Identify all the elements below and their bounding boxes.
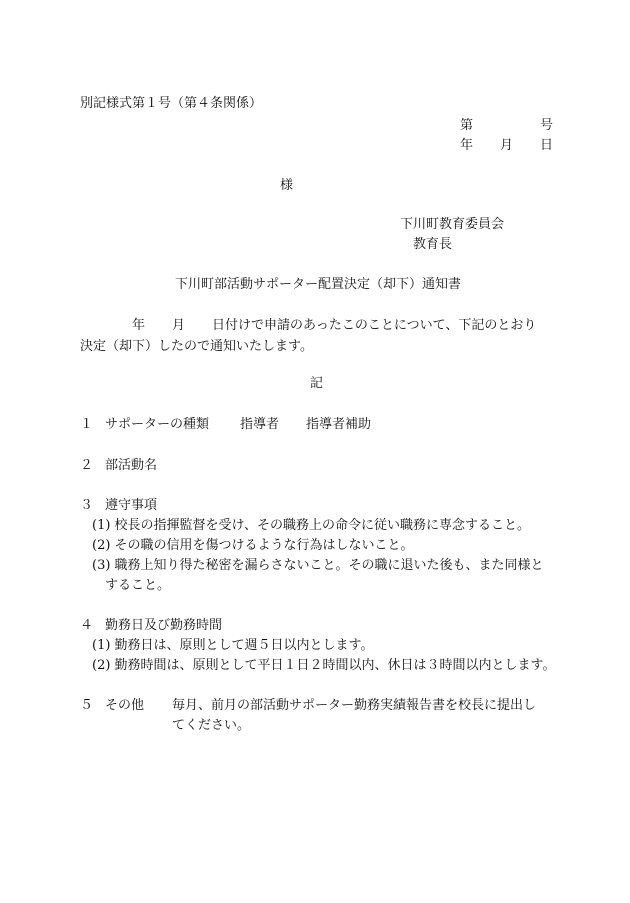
sender-title: 教育長 bbox=[413, 237, 453, 252]
section-3-item-continuation: すること。 bbox=[105, 578, 171, 593]
date-month: 月 bbox=[500, 138, 514, 153]
number-suffix: 号 bbox=[540, 118, 554, 133]
section-4-label: 勤務日及び勤務時間 bbox=[105, 618, 223, 633]
section-3-item: (1) 校長の指揮監督を受け、その職務上の命令に従い職務に専念すること。 bbox=[92, 518, 531, 533]
section-5-text: 毎月、前月の部活動サポーター勤務実績報告書を校長に提出し bbox=[172, 698, 537, 713]
section-3-label: 遵守事項 bbox=[105, 498, 158, 513]
body-line2: 決定（却下）したので通知いたします。 bbox=[80, 339, 313, 354]
section-1-label: サポーターの種類 bbox=[105, 417, 210, 432]
date-day: 日 bbox=[540, 138, 554, 153]
body-line1: 日付けで申請のあったこのことについて、下記のとおり bbox=[212, 318, 537, 333]
section-1-option-1: 指導者 bbox=[240, 417, 280, 432]
ki-heading: 記 bbox=[310, 376, 324, 391]
body-month: 月 bbox=[172, 318, 186, 333]
section-4-item: (2) 勤務時間は、原則として平日１日２時間以内、休日は３時間以内とします。 bbox=[92, 658, 556, 673]
sender-org: 下川町教育委員会 bbox=[400, 217, 505, 232]
section-3-item: (2) その職の信用を傷つけるような行為はしないこと。 bbox=[92, 538, 414, 553]
section-3-num: ３ bbox=[80, 498, 94, 513]
addressee-suffix: 様 bbox=[280, 178, 294, 193]
document-title: 下川町部活動サポーター配置決定（却下）通知書 bbox=[175, 277, 462, 292]
section-5-num: ５ bbox=[80, 698, 94, 713]
number-prefix: 第 bbox=[460, 118, 474, 133]
date-year: 年 bbox=[460, 138, 474, 153]
section-5-text-continuation: てください。 bbox=[172, 718, 251, 733]
section-1-option-2: 指導者補助 bbox=[306, 417, 372, 432]
body-year: 年 bbox=[132, 318, 146, 333]
section-5-label: その他 bbox=[105, 698, 145, 713]
section-1-num: １ bbox=[80, 417, 94, 432]
form-label: 別記様式第１号（第４条関係） bbox=[80, 96, 263, 111]
section-2-label: 部活動名 bbox=[105, 458, 158, 473]
section-2-num: ２ bbox=[80, 458, 94, 473]
section-4-num: ４ bbox=[80, 618, 94, 633]
section-4-item: (1) 勤務日は、原則として週５日以内とします。 bbox=[92, 638, 374, 653]
section-3-item: (3) 職務上知り得た秘密を漏らさないこと。その職に退いた後も、また同様と bbox=[92, 558, 544, 573]
